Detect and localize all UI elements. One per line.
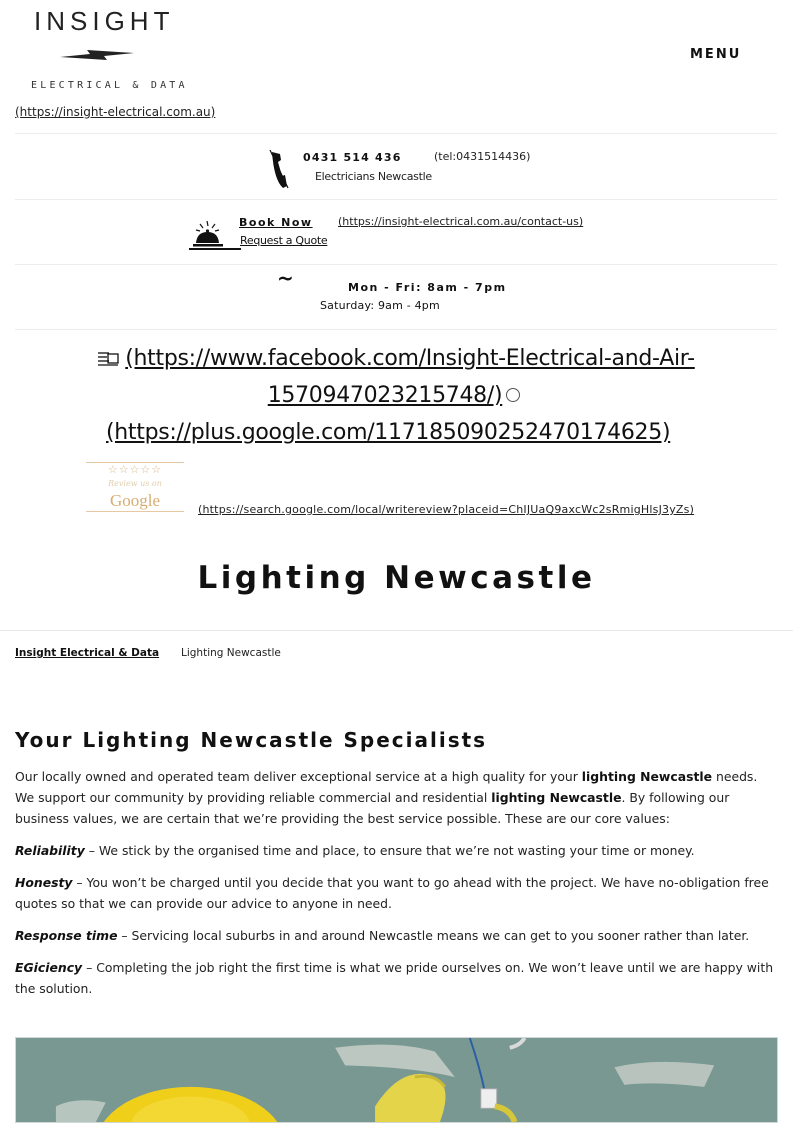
facebook-line-2 xyxy=(15,377,777,414)
value-text: – You won’t be charged until you decide that you want to go ahead with the project. We have no-obligation free quotes so that we can provide our advice to anyone in need. xyxy=(15,875,769,911)
facebook-icon xyxy=(97,350,119,366)
value-text: – Servicing local suburbs in and around Newcastle means we can get to you sooner rather than later. xyxy=(117,928,750,943)
divider xyxy=(15,199,777,200)
home-link[interactable]: (https://insight-electrical.com.au) xyxy=(15,105,216,119)
divider xyxy=(0,630,793,631)
page-title: Lighting Newcastle xyxy=(197,560,596,596)
google-review-link[interactable]: (https://search.google.com/local/writereview?placeid=ChIJUaQ9axcWc2sRmigHlsJ3yZs) xyxy=(198,503,695,516)
electrician-hero-image xyxy=(15,1037,778,1123)
book-now-link[interactable]: Book Now xyxy=(239,216,313,229)
phone-icon xyxy=(268,150,292,190)
intro-keyword: lighting Newcastle xyxy=(491,790,622,805)
intro-text: Our locally owned and operated team deliver exceptional service at a high quality for your xyxy=(15,769,582,784)
facebook-line-1 xyxy=(15,340,777,377)
section-heading: Your Lighting Newcastle Specialists xyxy=(15,728,488,752)
value-text: – We stick by the organised time and place, to ensure that we’re not wasting your time or money. xyxy=(84,843,695,858)
contact-us-link[interactable]: (https://insight-electrical.com.au/contact-us) xyxy=(338,215,584,228)
divider xyxy=(15,264,777,265)
value-label: Honesty xyxy=(15,875,73,890)
logo-title[interactable]: INSIGHT xyxy=(34,6,175,36)
request-quote-link[interactable]: Request a Quote xyxy=(240,234,328,247)
value-text: – Completing the job right the first time is what we pride ourselves on. We won’t leave until we are happy with the solution. xyxy=(15,960,774,996)
value-paragraph xyxy=(15,872,777,914)
google-plus-link[interactable]: (https://plus.google.com/117185090252470174625) xyxy=(106,420,671,445)
social-links xyxy=(15,340,777,451)
google-review-badge[interactable] xyxy=(86,462,184,512)
value-paragraph xyxy=(15,840,777,861)
hours-saturday: Saturday: 9am - 4pm xyxy=(320,299,440,312)
lightning-bolt-icon xyxy=(60,50,134,60)
intro-text: needs. We support our community by providing reliable commercial and residential xyxy=(15,769,758,805)
google-plus-line xyxy=(15,414,777,451)
divider xyxy=(15,133,777,134)
content-body xyxy=(15,766,777,1010)
menu-button[interactable]: MENU xyxy=(690,47,742,62)
review-google-logo: Google xyxy=(109,491,161,510)
facebook-link[interactable]: (https://www.facebook.com/Insight-Electrical-and-Air- xyxy=(125,346,695,371)
phone-tel-link[interactable]: (tel:0431514436) xyxy=(434,150,531,163)
intro-keyword: lighting Newcastle xyxy=(581,769,713,784)
review-stars: ☆☆☆☆☆ xyxy=(107,463,163,476)
value-label: Response time xyxy=(15,928,118,943)
value-label: Reliability xyxy=(15,843,85,858)
logo-subtitle: ELECTRICAL & DATA xyxy=(31,80,188,91)
phone-number[interactable]: 0431 514 436 xyxy=(303,151,402,164)
google-plus-icon xyxy=(506,388,520,402)
clock-icon: ~ xyxy=(277,266,294,290)
value-paragraph xyxy=(15,957,777,999)
intro-text: . By following our business values, we are certain that we’re providing the best service possible. These are our core values: xyxy=(15,790,730,826)
divider xyxy=(15,329,777,330)
service-bell-icon xyxy=(189,219,241,251)
phone-caption: Electricians Newcastle xyxy=(315,170,432,183)
intro-paragraph xyxy=(15,766,777,829)
review-script: Review us on xyxy=(108,479,162,488)
value-label: EGiciency xyxy=(15,960,83,975)
breadcrumb-home[interactable]: Insight Electrical & Data xyxy=(15,647,160,659)
hours-weekdays: Mon - Fri: 8am - 7pm xyxy=(348,281,507,294)
breadcrumb-current: Lighting Newcastle xyxy=(181,647,281,659)
facebook-link-cont[interactable]: 1570947023215748/) xyxy=(267,383,503,408)
value-paragraph xyxy=(15,925,777,946)
